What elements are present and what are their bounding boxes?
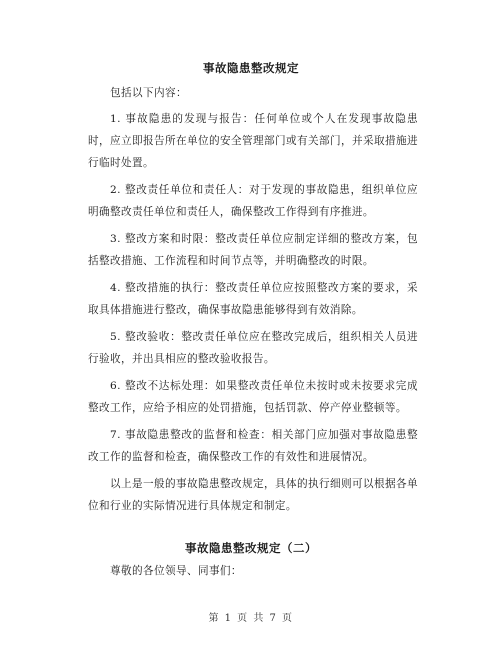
list-item: 4. 整改措施的执行：整改责任单位应按照整改方案的要求，采取具体措施进行整改，确保事故隐患能够得到有效消除。 xyxy=(88,281,418,317)
conclusion-text: 以上是一般的事故隐患整改规定，具体的执行细则可以根据各单位和行业的实际情况进行具体规定和制定。 xyxy=(88,477,418,512)
list-item: 2. 整改责任单位和责任人：对于发现的事故隐患，组织单位应明确整改责任单位和责任人，确保整改工作得到有序推进。 xyxy=(88,184,418,219)
section-title: 事故隐患整改规定（二） xyxy=(185,541,317,555)
page-number: 第 1 页 共 7 页 xyxy=(208,613,294,624)
regulation-list xyxy=(88,108,418,521)
list-item: 7. 事故隐患整改的监督和检查：相关部门应加强对事故隐患整改工作的监督和检查，确保整改工作的有效性和进展情况。 xyxy=(88,428,418,463)
intro-text: 包括以下内容： xyxy=(110,87,187,99)
list-item: 6. 整改不达标处理：如果整改责任单位未按时或未按要求完成整改工作，应给予相应的处罚措施，包括罚款、停产停业整顿等。 xyxy=(88,379,418,414)
list-item: 5. 整改验收：整改责任单位应在整改完成后，组织相关人员进行验收，并出具相应的整改验收报告。 xyxy=(88,330,418,366)
list-item: 3. 整改方案和时限：整改责任单位应制定详细的整改方案，包括整改措施、工作流程和时间节点等，并明确整改的时限。 xyxy=(88,233,418,268)
document-title: 事故隐患整改规定 xyxy=(203,61,299,75)
greeting-text: 尊敬的各位领导、同事们： xyxy=(110,565,242,577)
list-item: 1. 事故隐患的发现与报告：任何单位或个人在发现事故隐患时，应立即报告所在单位的安全管理部门或有关部门，并采取措施进行临时处置。 xyxy=(88,113,418,170)
